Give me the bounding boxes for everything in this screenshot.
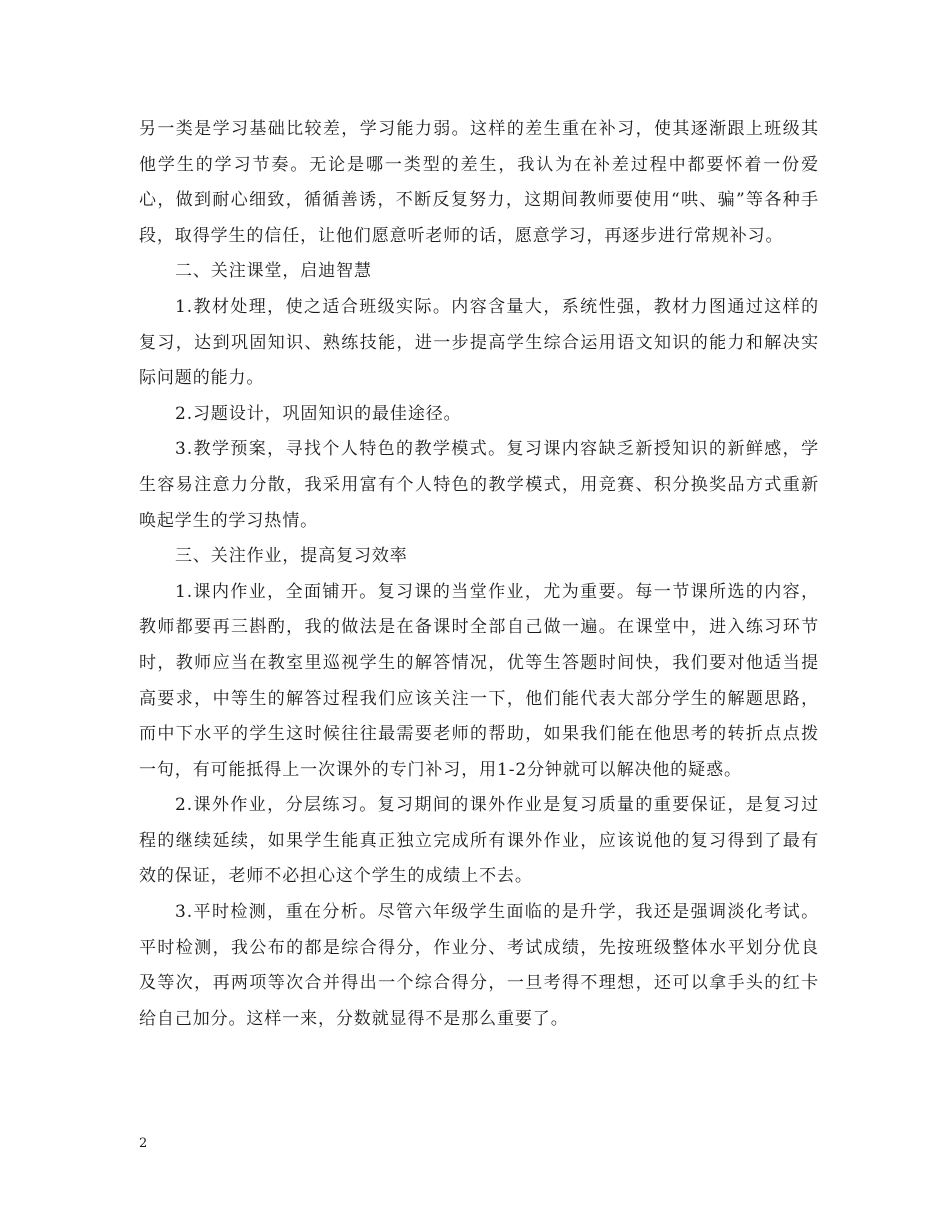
section-heading-2: 二、关注课堂，启迪智慧 <box>175 261 372 282</box>
section-heading-3: 三、关注作业，提高复习效率 <box>175 546 408 567</box>
paragraph-7: 1.课内作业，全面铺开。复习课的当堂作业，尤为重要。每一节课所选的内容，教师都要再三斟酌，我的做法是在备课时全部自己做一遍。在课堂中，进入练习环节时，教师应当在教室里巡视学生的解答情况，优等生答题时间快，我们要对他适当提高要求，中等生的解答过程我们应该关注一下，他们能代表大部分学生的解题思路，而中下水平的学生这时候往往最需要老师的帮助，如果我们能在他思考的转折点点拨一句，有可能抵得上一次课外的专门补习，用1-2分钟就可以解决他的疑惑。 <box>139 581 819 780</box>
paragraph-5: 3.教学预案，寻找个人特色的教学模式。复习课内容缺乏新授知识的新鲜感，学生容易注意力分散，我采用富有个人特色的教学模式，用竞赛、积分换奖品方式重新唤起学生的学习热情。 <box>139 439 819 531</box>
paragraph-8: 2.课外作业，分层练习。复习期间的课外作业是复习质量的重要保证，是复习过程的继续延续，如果学生能真正独立完成所有课外作业，应该说他的复习得到了最有效的保证，老师不必担心这个学生的成绩上不去。 <box>139 795 819 887</box>
page-number: 2 <box>139 1136 148 1151</box>
paragraph-3: 1.教材处理，使之适合班级实际。内容含量大，系统性强，教材力图通过这样的复习，达到巩固知识、熟练技能，进一步提高学生综合运用语文知识的能力和解决实际问题的能力。 <box>139 296 819 389</box>
paragraph-9: 3.平时检测，重在分析。尽管六年级学生面临的是升学，我还是强调淡化考试。平时检测，我公布的都是综合得分，作业分、考试成绩，先按班级整体水平划分优良及等次，再两项等次合并得出一个综合得分，一旦考得不理想，还可以拿手头的红卡给自己加分。这样一来，分数就显得不是那么重要了。 <box>139 902 819 1029</box>
paragraph-4: 2.习题设计，巩固知识的最佳途径。 <box>175 403 462 424</box>
paragraph-1: 另一类是学习基础比较差，学习能力弱。这样的差生重在补习，使其逐渐跟上班级其他学生的学习节奏。无论是哪一类型的差生，我认为在补差过程中都要怀着一份爱心，做到耐心细致，循循善诱，不断反复努力，这期间教师要使用“哄、骗”等各种手段，取得学生的信任，让他们愿意听老师的话，愿意学习，再逐步进行常规补习。 <box>139 119 819 246</box>
document-body <box>139 112 819 1037</box>
